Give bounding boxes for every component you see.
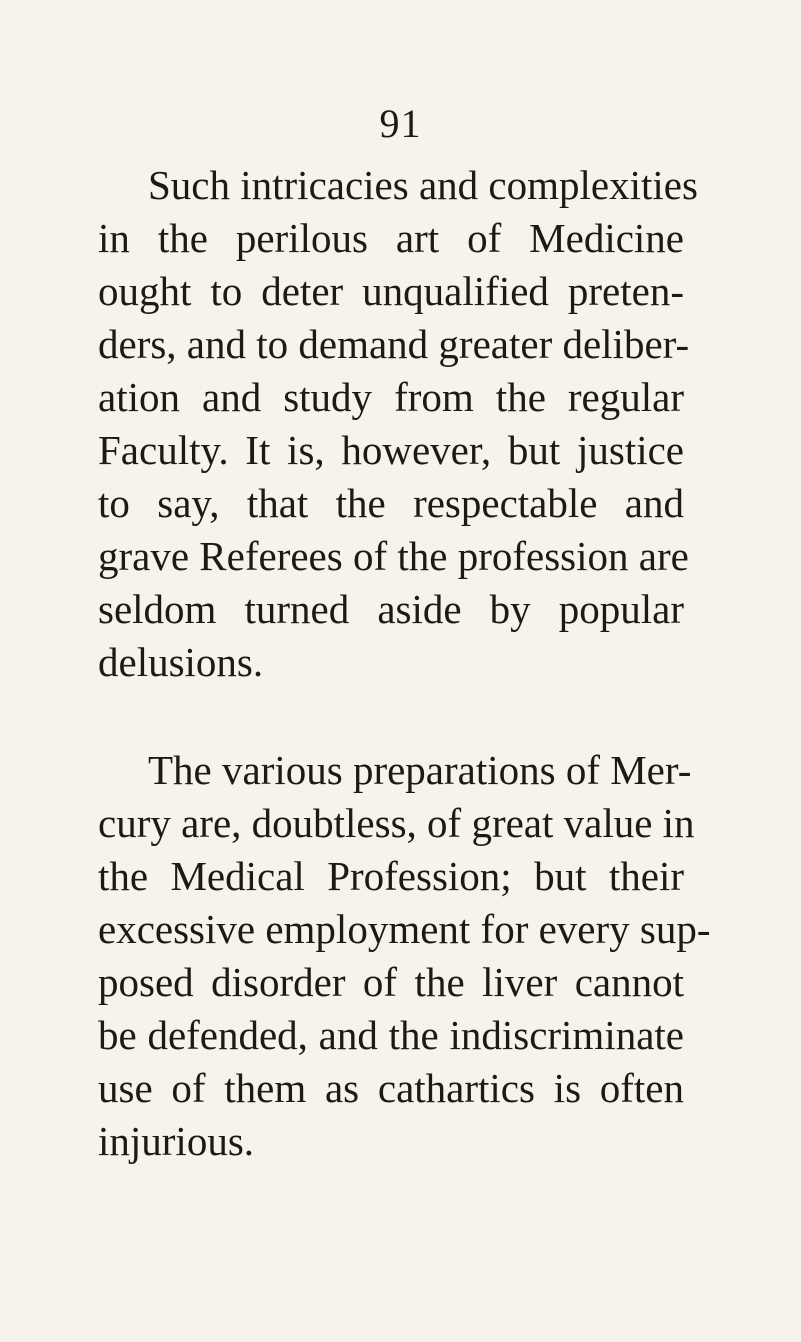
text-line: grave Referees of the profession are <box>98 533 689 579</box>
text-line: ders, and to demand greater deliber- <box>98 321 690 367</box>
text-line: excessive employment for every sup- <box>98 906 711 952</box>
text-line: cury are, doubtless, of great value in <box>98 800 695 846</box>
text-line: ought to deter unqualified preten- <box>98 268 684 314</box>
text-line: the Medical Profession; but their <box>98 853 684 899</box>
text-line: to say, that the respectable and <box>98 480 684 526</box>
text-line: injurious. <box>98 1118 255 1164</box>
text-line: seldom turned aside by popular <box>98 586 684 632</box>
text-line: be defended, and the indiscriminate <box>98 1012 684 1058</box>
text-line: Such intricacies and complexities <box>148 162 698 208</box>
text-line: delusions. <box>98 639 264 685</box>
text-line: Faculty. It is, however, but justice <box>98 427 684 473</box>
text-line: in the perilous art of Medicine <box>98 215 684 261</box>
text-line: ation and study from the regular <box>98 374 684 420</box>
text-line: posed disorder of the liver cannot <box>98 959 684 1005</box>
page-number: 91 <box>379 101 422 146</box>
text-line: use of them as cathartics is often <box>98 1065 684 1111</box>
text-line: The various preparations of Mer- <box>148 747 692 793</box>
